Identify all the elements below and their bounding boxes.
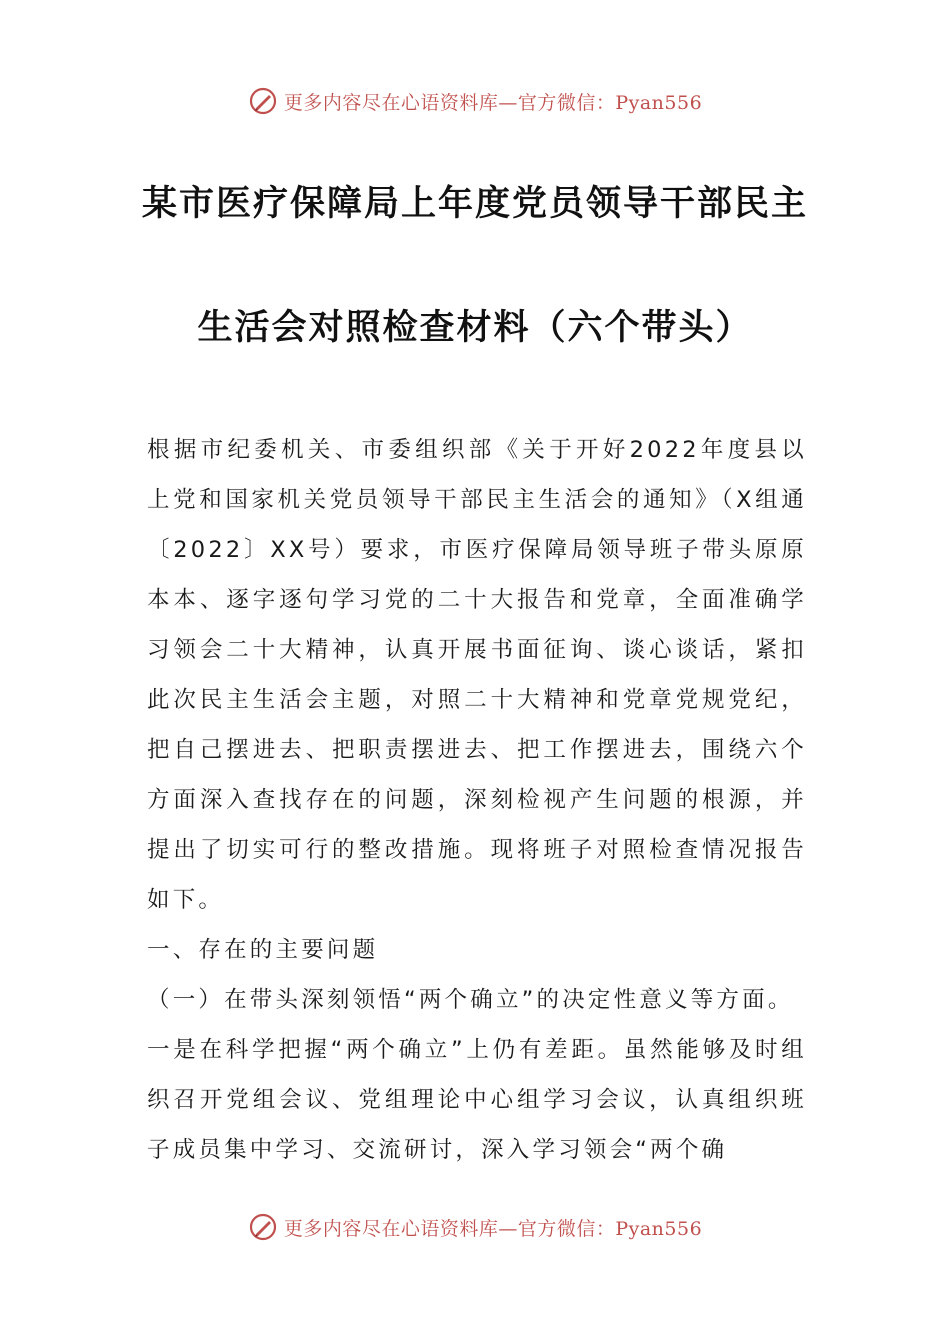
document-title-line2: 生活会对照检查材料（六个带头）: [197, 308, 753, 348]
watermark-footer: [0, 1212, 950, 1242]
body-paragraph-intro: 根据市纪委机关、市委组织部《关于开好2022年度县以上党和国家机关党员领导干部民主生活会的通知》（X组通〔2022〕XX号）要求，市医疗保障局领导班子带头原原本本、逐字逐句学习党的二十大报告和党章，全面准确学习领会二十大精神，认真开展书面征询、谈心谈话，紧扣此次民主生活会主题，对照二十大精神和党章党规党纪，把自己摆进去、把职责摆进去、把工作摆进去，围绕六个方面深入查找存在的问题，深刻检视产生问题的根源，并提出了切实可行的整改措施。现将班子对照检查情况报告如下。: [147, 437, 807, 913]
watermark-text: 更多内容尽在心语资料库—官方微信：Pyan556: [283, 91, 703, 114]
pen-logo-icon: [248, 86, 278, 116]
section-heading: 一、存在的主要问题: [147, 937, 379, 963]
document-body: [147, 425, 807, 1175]
watermark-text: 更多内容尽在心语资料库—官方微信：Pyan556: [283, 1217, 703, 1240]
watermark-header: [0, 86, 950, 116]
document-title-line1: 某市医疗保障局上年度党员领导干部民主: [141, 184, 808, 224]
body-paragraph: 一是在科学把握“两个确立”上仍有差距。虽然能够及时组织召开党组会议、党组理论中心组学习会议，认真组织班子成员集中学习、交流研讨，深入学习领会“两个确: [147, 1037, 807, 1163]
pen-logo-icon: [248, 1212, 278, 1242]
subsection-heading: （一）在带头深刻领悟“两个确立”的决定性意义等方面。: [147, 987, 794, 1013]
